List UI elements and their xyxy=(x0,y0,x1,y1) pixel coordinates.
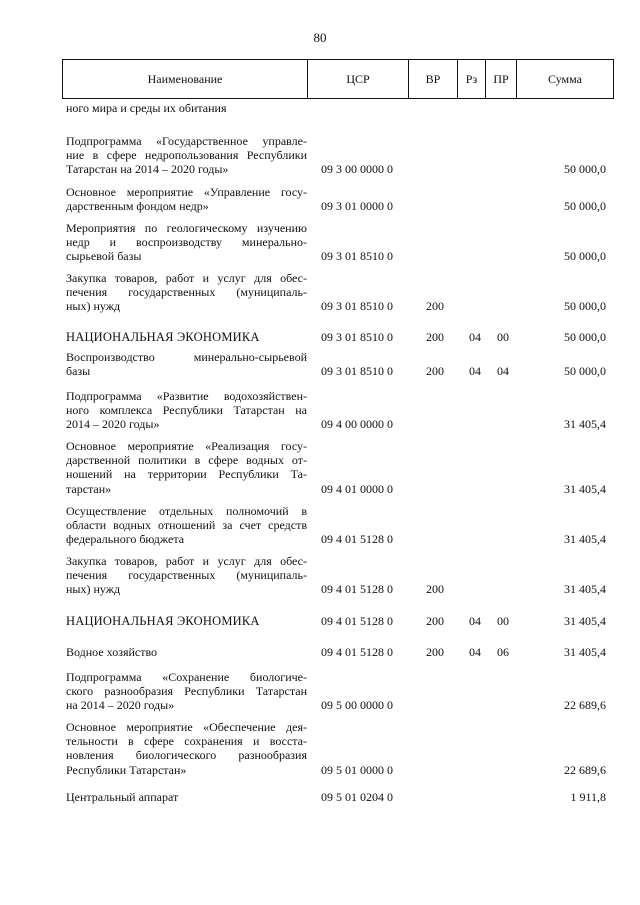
header-rz: Рз xyxy=(458,60,486,99)
row-name-line: Основное мероприятие «Управление госу- xyxy=(66,185,307,199)
row-name-line: НАЦИОНАЛЬНАЯ ЭКОНОМИКА xyxy=(66,614,260,628)
row-rz: 04 xyxy=(469,645,481,659)
row-name-line: ношений на территории Республики Та- xyxy=(66,467,307,482)
row-name-line: Республики Татарстан» xyxy=(66,762,187,777)
row-vr: 200 xyxy=(426,645,444,659)
row-name xyxy=(66,614,307,628)
row-sum: 31 405,4 xyxy=(564,645,606,659)
row-name xyxy=(66,389,307,432)
row-name-line: сырьевой базы xyxy=(66,249,142,264)
row-sum: 31 405,4 xyxy=(564,481,606,496)
row-csr: 09 4 01 5128 0 xyxy=(321,645,393,659)
row-name-line: Татарстан на 2014 – 2020 годы» xyxy=(66,162,229,177)
row-name-line: Подпрограмма «Сохранение биологиче- xyxy=(66,670,307,684)
row-name xyxy=(66,185,307,213)
row-rz: 04 xyxy=(469,364,481,379)
header-pr: ПР xyxy=(486,60,517,99)
row-name-line: печения государственных (муниципаль- xyxy=(66,568,307,583)
row-sum: 22 689,6 xyxy=(564,762,606,777)
row-csr: 09 4 01 5128 0 xyxy=(321,532,393,547)
row-name-line: дарственным фондом недр» xyxy=(66,199,209,214)
row-csr: 09 4 01 5128 0 xyxy=(321,582,393,597)
row-name xyxy=(66,670,307,713)
row-name-line: ние в сфере недропользования Республики xyxy=(66,148,307,163)
row-pr: 04 xyxy=(497,364,509,379)
row-csr: 09 3 00 0000 0 xyxy=(321,162,393,177)
table-header xyxy=(62,59,614,99)
row-vr: 200 xyxy=(426,614,444,628)
row-csr: 09 4 01 5128 0 xyxy=(321,614,393,628)
row-name-line: новления биологического разнообразия xyxy=(66,748,307,763)
header-csr: ЦСР xyxy=(308,60,409,99)
row-csr: 09 3 01 8510 0 xyxy=(321,364,393,379)
header-vr: ВР xyxy=(409,60,458,99)
row-csr: 09 4 01 0000 0 xyxy=(321,481,393,496)
row-name-line: на 2014 – 2020 годы» xyxy=(66,698,175,713)
row-name-line: Основное мероприятие «Реализация госу- xyxy=(66,439,307,453)
row-name-line: ных) нужд xyxy=(66,582,121,597)
row-sum: 50 000,0 xyxy=(564,299,606,314)
row-sum: 50 000,0 xyxy=(564,162,606,177)
row-name-line: недр и воспроизводству минерально- xyxy=(66,235,307,250)
row-name xyxy=(66,271,307,314)
row-name-line: ных) нужд xyxy=(66,299,121,314)
row-vr: 200 xyxy=(426,364,444,379)
row-pr: 06 xyxy=(497,645,509,659)
row-name xyxy=(66,134,307,177)
row-sum: 50 000,0 xyxy=(564,199,606,214)
row-name xyxy=(66,790,307,804)
row-sum: 22 689,6 xyxy=(564,698,606,713)
row-name-line: Подпрограмма «Государственное управле- xyxy=(66,134,307,148)
row-csr: 09 3 01 8510 0 xyxy=(321,299,393,314)
row-name-line: ского разнообразия Республики Татарстан xyxy=(66,684,307,699)
row-name-line: тельности в сфере сохранения и восста- xyxy=(66,734,307,749)
row-name xyxy=(66,645,307,659)
row-vr: 200 xyxy=(426,582,444,597)
row-name-line: ного комплекса Республики Татарстан на xyxy=(66,403,307,418)
row-sum: 31 405,4 xyxy=(564,532,606,547)
row-name-line: Водное хозяйство xyxy=(66,645,158,659)
row-sum: 50 000,0 xyxy=(564,330,606,344)
row-name-line: Центральный аппарат xyxy=(66,790,179,804)
row-csr: 09 5 01 0000 0 xyxy=(321,762,393,777)
row-pr: 00 xyxy=(497,614,509,628)
row-name xyxy=(66,504,307,547)
row-name-line: базы xyxy=(66,364,91,379)
row-vr: 200 xyxy=(426,299,444,314)
row-name xyxy=(66,330,307,344)
row-name-line: НАЦИОНАЛЬНАЯ ЭКОНОМИКА xyxy=(66,330,260,344)
row-vr: 200 xyxy=(426,330,444,344)
row-sum: 31 405,4 xyxy=(564,614,606,628)
row-name-line: Воспроизводство минерально-сырьевой xyxy=(66,350,307,364)
row-rz: 04 xyxy=(469,330,481,344)
page-number: 80 xyxy=(313,30,327,45)
row-name-line: 2014 – 2020 годы» xyxy=(66,417,160,432)
row-name xyxy=(66,554,307,597)
row-name-line: Закупка товаров, работ и услуг для обес- xyxy=(66,554,307,568)
row-csr: 09 5 01 0204 0 xyxy=(321,790,393,804)
row-name xyxy=(66,350,307,378)
row-name xyxy=(66,439,307,496)
continuation-text: ного мира и среды их обитания xyxy=(66,101,227,115)
header-sum: Сумма xyxy=(517,60,614,99)
row-pr: 00 xyxy=(497,330,509,344)
row-name-line: Подпрограмма «Развитие водохозяйствен- xyxy=(66,389,307,403)
row-rz: 04 xyxy=(469,614,481,628)
row-csr: 09 4 00 0000 0 xyxy=(321,417,393,432)
row-name-line: тарстан» xyxy=(66,481,112,496)
row-name-line: Закупка товаров, работ и услуг для обес- xyxy=(66,271,307,285)
row-name-line: Основное мероприятие «Обеспечение дея- xyxy=(66,720,307,734)
row-name-line: области водных отношений за счет средств xyxy=(66,518,307,533)
row-csr: 09 3 01 0000 0 xyxy=(321,199,393,214)
row-sum: 50 000,0 xyxy=(564,249,606,264)
row-sum: 1 911,8 xyxy=(570,790,606,804)
row-name-line: дарственной политики в сфере водных от- xyxy=(66,453,307,468)
row-name-line: печения государственных (муниципаль- xyxy=(66,285,307,300)
row-sum: 50 000,0 xyxy=(564,364,606,379)
row-name-line: Мероприятия по геологическому изучению xyxy=(66,221,307,235)
row-csr: 09 3 01 8510 0 xyxy=(321,330,393,344)
row-csr: 09 3 01 8510 0 xyxy=(321,249,393,264)
row-sum: 31 405,4 xyxy=(564,582,606,597)
row-name xyxy=(66,221,307,264)
row-csr: 09 5 00 0000 0 xyxy=(321,698,393,713)
row-name-line: Осуществление отдельных полномочий в xyxy=(66,504,307,518)
header-name: Наименование xyxy=(63,60,308,99)
row-sum: 31 405,4 xyxy=(564,417,606,432)
row-name-line: федерального бюджета xyxy=(66,532,185,547)
row-name xyxy=(66,720,307,777)
